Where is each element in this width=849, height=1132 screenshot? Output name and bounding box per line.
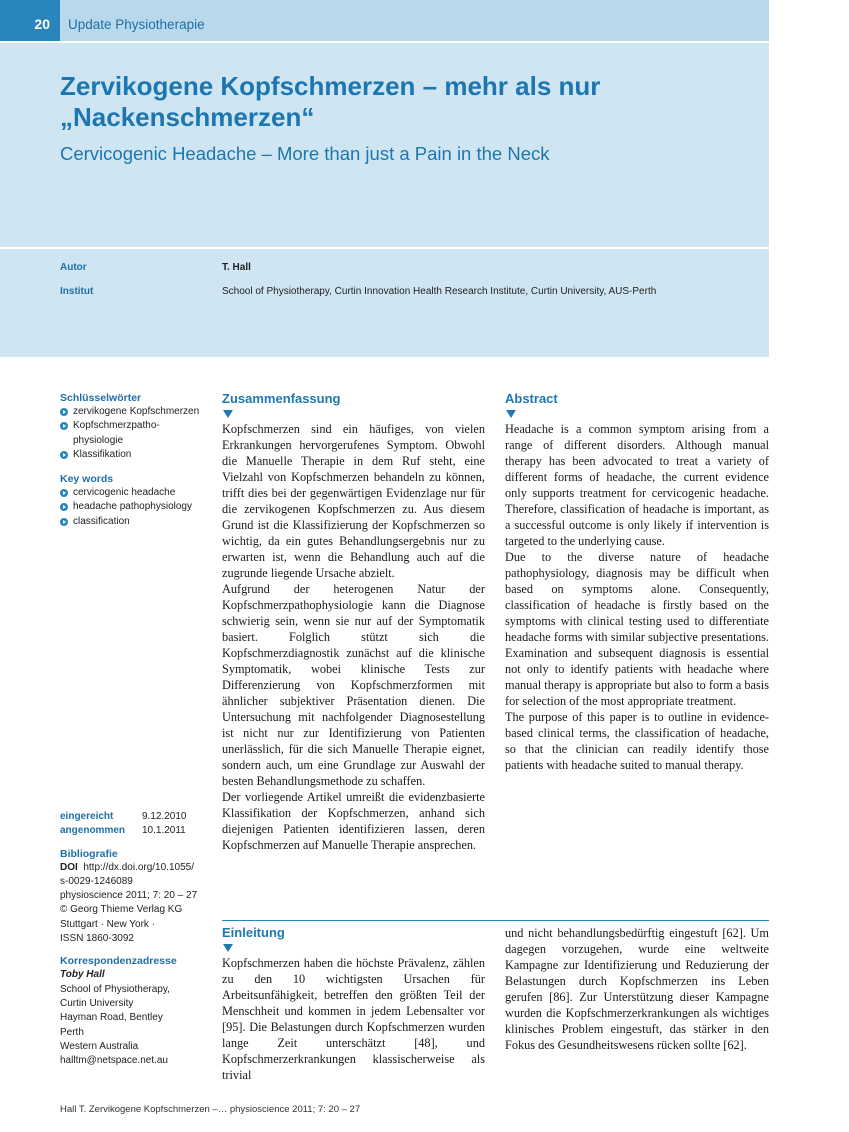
- section-label: Update Physiotherapie: [68, 17, 205, 32]
- correspondence-line: Perth: [60, 1026, 84, 1038]
- zusammenfassung-paragraph: Kopfschmerzen sind ein häufiges, von vielen Erkrankungen hervorgerufenes Symptom. Obwohl die Manuelle Therapie in dem Ruf steht, eine Vielzahl von Kopfschmerzen behandeln zu können, trifft dies bei der gegenwärtigen Evidenzlage nur für die zervikogenen Kopfschmerzen zu. Aus diesem Grund ist die Klassifizierung der Kopfschmerzen so wichtig, da ein gutes Behandlungsergebnis nur zu erwarten ist, wenn die Behandlung auch auf die zugrunde liegende Ursache abzielt.: [222, 422, 485, 580]
- bullet-icon: [60, 408, 68, 416]
- keyword-item: classification: [60, 515, 210, 529]
- divider: [0, 247, 769, 249]
- abstract-paragraph: Due to the diverse nature of headache pathophysiology, diagnosis may be difficult when based on symptoms alone. Consequently, classification of headache is firstly based on the symptoms with clinical testing used to differentiate headache forms with similar subjective presentations. Examination and subsequent diagnosis is essential not only to identify patients with headache where manual therapy is appropriate but also to form a basis for selection of the most appropriate treatment.: [505, 550, 769, 708]
- einleitung-paragraph: Kopfschmerzen haben die höchste Prävalenz, zählen zu den 10 wichtigsten Ursachen für Arbeitsunfähigkeit, betreffen den größten Teil der Menschheit und kommen in jedem Lebensalter vor [95]. Die Belastungen durch Kopfschmerzen wurden lange Zeit unterschätzt [48], und Kopfschmerzerkrankungen klassischerweise als trivial: [222, 956, 485, 1082]
- institute-label: Institut: [60, 286, 94, 297]
- keyword-item: Kopfschmerzpatho-: [60, 419, 210, 433]
- zusammenfassung-column: [222, 391, 485, 853]
- triangle-down-icon: [223, 410, 233, 418]
- title-english: Cervicogenic Headache – More than just a Pain in the Neck: [60, 143, 550, 164]
- journal-ref: physioscience 2011; 7: 20 – 27: [60, 890, 198, 902]
- triangle-down-icon: [506, 410, 516, 418]
- abstract-heading: Abstract: [505, 391, 558, 406]
- bullet-icon: [60, 451, 68, 459]
- publisher-city: Stuttgart · New York ·: [60, 918, 156, 930]
- zusammenfassung-paragraph: Aufgrund der heterogenen Natur der Kopfschmerzpathophysiologie kann die Diagnose schwierig sein, wenn sie nur auf der Symptomatik basiert. Folglich stützt sich die Kopfschmerzdiagnostik zunächst auf die klinische Symptomatik, wobei klinische Tests zur Differenzierung von Kopfschmerzformen mit ähnlicher subjektiver Präsentation dienen. Die Untersuchung mit nachfolgender Diagnosestellung ist nicht nur zur Identifizierung von Patienten unerlässlich, für die sich Manuelle Therapie eignet, sondern auch, um eine Grundlage zur Auswahl der besten Behandlungsmethode zu schaffen.: [222, 582, 485, 788]
- author-label: Autor: [60, 262, 87, 273]
- author-name: T. Hall: [222, 262, 251, 273]
- page-number: 20: [0, 0, 60, 41]
- keyword-item-continuation: physiologie: [73, 434, 124, 446]
- received-row: [60, 810, 210, 824]
- title-german-line1: Zervikogene Kopfschmerzen – mehr als nur: [60, 71, 601, 101]
- received-date: 9.12.2010: [142, 811, 187, 822]
- received-label: eingereicht: [60, 811, 114, 822]
- institute-value: School of Physiotherapy, Curtin Innovation Health Research Institute, Curtin University, AUS-Perth: [222, 286, 657, 297]
- title-german: [60, 71, 740, 133]
- keyword-item: Klassifikation: [60, 448, 210, 462]
- bullet-icon: [60, 422, 68, 430]
- doi-line: DOI http://dx.doi.org/10.1055/: [60, 861, 194, 873]
- zusammenfassung-heading: Zusammenfassung: [222, 391, 341, 406]
- bullet-icon: [60, 503, 68, 511]
- einleitung-column-right: [505, 925, 769, 1053]
- keywords-block: [60, 391, 210, 529]
- doi-link[interactable]: http://dx.doi.org/10.1055/: [83, 861, 194, 873]
- bullet-icon: [60, 489, 68, 497]
- triangle-down-icon: [223, 944, 233, 952]
- keywords-de-title: Schlüsselwörter: [60, 392, 142, 404]
- correspondence-line: School of Physiotherapy,: [60, 983, 170, 995]
- abstract-paragraph: The purpose of this paper is to outline in evidence-based clinical terms, the classification of headache, so that the clinician can readily identify those patients with headache suited to manual therapy.: [505, 710, 769, 772]
- biblio-title: Bibliografie: [60, 847, 118, 860]
- title-german-line2: „Nackenschmerzen“: [60, 102, 315, 132]
- accepted-date: 10.1.2011: [142, 825, 186, 837]
- keywords-en-title: Key words: [60, 473, 114, 486]
- section-divider: [222, 920, 769, 921]
- page-footer: Hall T. Zervikogene Kopfschmerzen –… physioscience 2011; 7: 20 – 27: [60, 1104, 361, 1115]
- correspondence-title: Korrespondenzadresse: [60, 955, 177, 968]
- zusammenfassung-paragraph: Der vorliegende Artikel umreißt die evidenzbasierte Klassifikation der Kopfschmerzen, anhand sich diejenigen Patienten identifizieren lassen, deren Kopfschmerzen auf Manuelle Therapie ansprechen.: [222, 790, 485, 852]
- article-info-block: [60, 810, 210, 1068]
- einleitung-column-left: [222, 925, 485, 1083]
- correspondence-line: Hayman Road, Bentley: [60, 1012, 163, 1024]
- correspondence-name: Toby Hall: [60, 969, 105, 981]
- einleitung-heading: Einleitung: [222, 925, 285, 940]
- copyright: © Georg Thieme Verlag KG: [60, 904, 183, 916]
- keyword-item: zervikogene Kopfschmerzen: [60, 405, 210, 419]
- correspondence-line: Curtin University: [60, 997, 134, 1009]
- header-band: [0, 0, 769, 357]
- accepted-row: [60, 824, 210, 838]
- divider: [0, 41, 769, 43]
- correspondence-email[interactable]: halltm@netspace.net.au: [60, 1055, 168, 1067]
- abstract-paragraph: Headache is a common symptom arising from a range of different disorders. Although manual therapy has been advocated to treat a variety of different forms of headache, the current evidence only supports treatment for cervicogenic headache. Therefore, classification of headache is important, as a successful outcome is only likely if intervention is targeted to the underlying cause.: [505, 422, 769, 548]
- correspondence-line: Western Australia: [60, 1040, 139, 1052]
- abstract-column: [505, 391, 769, 773]
- accepted-label: angenommen: [60, 825, 126, 837]
- keyword-item: headache pathophysiology: [60, 500, 210, 514]
- issn: ISSN 1860-3092: [60, 933, 134, 945]
- keyword-item: cervicogenic headache: [60, 486, 210, 500]
- bullet-icon: [60, 518, 68, 526]
- doi-line2: s-0029-1246089: [60, 875, 133, 887]
- einleitung-paragraph: und nicht behandlungsbedürftig eingestuft [62]. Um dagegen vorzugehen, wurde eine weltweite Kampagne zur Identifizierung und Reduzierung der Belastungen durch Kopfschmerzen ins Leben gerufen [86]. Zur Unterstützung dieser Kampagne wurden die Kopfschmerzerkrankungen als wichtiges klinisches Problem eingestuft, das stärker in den Fokus des Gesundheitswesens rücken sollte [62].: [505, 926, 769, 1052]
